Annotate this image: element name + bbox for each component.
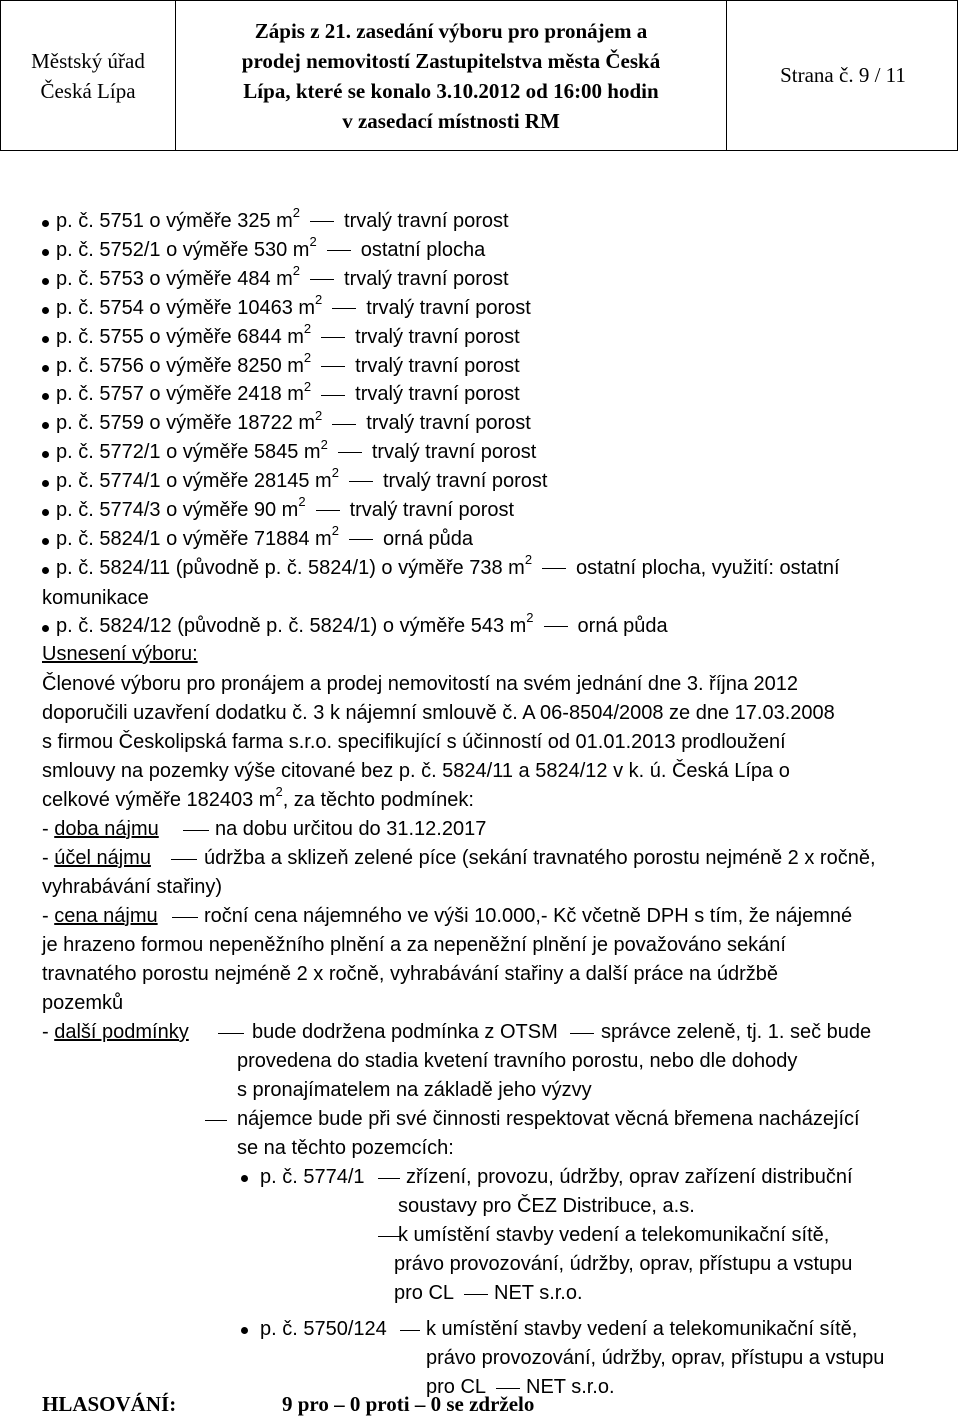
title-line-4: v zasedací místnosti RM [342, 108, 560, 133]
dash [338, 452, 362, 453]
bullet [42, 451, 49, 458]
other2-text: nájemce bude při své činnosti respektovat věcná břemena nacházející [237, 1108, 860, 1130]
dash [171, 859, 197, 860]
dash [378, 1236, 400, 1237]
parcel-item: p. č. 5751 o výměře 325 $m^2$ trvalý travní porost [56, 205, 509, 232]
other-label: další podmínky [54, 1021, 189, 1043]
dash [321, 337, 345, 338]
parcel-item: p. č. 5755 o výměře 6844 $m^2$ trvalý travní porost [56, 320, 520, 348]
office-name: Městský úřad [31, 48, 145, 73]
resolution-line: doporučili uzavření dodatku č. 3 k nájemní smlouvě č. A 06-8504/2008 ze dne 17.03.2008 [42, 702, 835, 724]
price-continuation: travnatého porostu nejméně 2 x ročně, vyhrabávání stařiny a další práce na údržbě [42, 963, 778, 985]
vote-for: 9 pro [282, 1392, 329, 1416]
dash [464, 1294, 488, 1295]
title-line-3: Lípa, které se konalo 3.10.2012 od 16:00 hodin [243, 78, 659, 103]
dash [378, 1178, 400, 1179]
bullet [42, 567, 49, 574]
dash [321, 366, 345, 367]
dash [310, 279, 334, 280]
bullet [42, 538, 49, 545]
easement-parcel: p. č. 5750/124 [260, 1318, 387, 1340]
other-condition: - další podmínky [42, 1021, 189, 1043]
easement-continuation: NET s.r.o. [494, 1282, 583, 1304]
bullet [42, 278, 49, 285]
dash [310, 221, 334, 222]
title-line-2: prodej nemovitostí Zastupitelstva města Česká [241, 48, 661, 73]
bullet [42, 422, 49, 429]
dash [327, 250, 351, 251]
bullet [241, 1175, 248, 1182]
dash [496, 1388, 520, 1389]
parcel-item: p. č. 5752/1 o výměře 530 $m^2$ ostatní plocha [56, 234, 486, 261]
resolution-line: Členové výboru pro pronájem a prodej nemovitostí na svém jednání dne 3. října 2012 [42, 673, 799, 695]
area-line: celkové výměře 182403 $m^2$, za těchto podmínek: [42, 784, 474, 811]
parcel-item: p. č. 5754 o výměře 10463 $m^2$ trvalý travní porost [56, 292, 531, 319]
bullet [42, 625, 49, 632]
easement-text: zřízení, provozu, údržby, oprav zařízení distribuční [406, 1166, 853, 1188]
parcel-item: p. č. 5774/1 o výměře 28145 $m^2$ trvalý travní porost [56, 465, 548, 493]
parcel-item: p. č. 5759 o výměře 18722 $m^2$ trvalý travní porost [56, 407, 531, 435]
bullet [42, 365, 49, 372]
other2-continuation: se na těchto pozemcích: [237, 1137, 454, 1159]
dash [544, 626, 568, 627]
easement-continuation: pro CL [426, 1376, 487, 1398]
parcel-item: p. č. 5757 o výměře 2418 $m^2$ trvalý travní porost [56, 378, 520, 406]
other-text: bude dodržena podmínka z OTSM [252, 1021, 558, 1043]
term-text: na dobu určitou do 31.12.2017 [215, 818, 487, 840]
dash [542, 568, 566, 569]
page-number-cell [727, 1, 959, 150]
parcel-item: p. č. 5753 o výměře 484 $m^2$ trvalý travní porost [56, 263, 509, 290]
resolution-line: smlouvy na pozemky výše citované bez p. č. 5824/11 a 5824/12 v k. ú. Česká Lípa o [42, 760, 790, 782]
easement-continuation: právo provozování, údržby, oprav, přístupu a vstupu [426, 1347, 885, 1369]
vote-against: 0 proti [349, 1392, 410, 1416]
term-label: doba nájmu [54, 818, 159, 840]
easement-continuation: právo provozování, údržby, oprav, přístupu a vstupu [394, 1253, 853, 1275]
bullet [42, 336, 49, 343]
term-condition: - doba nájmu [42, 818, 159, 840]
easement-continuation: soustavy pro ČEZ Distribuce, a.s. [398, 1195, 695, 1217]
parcel-item: p. č. 5756 o výměře 8250 $m^2$ trvalý travní porost [56, 349, 520, 377]
office-city: Česká Lípa [40, 78, 136, 103]
bullet [42, 509, 49, 516]
vote-label: HLASOVÁNÍ: [42, 1392, 177, 1416]
easement-text: k umístění stavby vedení a telekomunikační sítě, [426, 1318, 858, 1340]
other-text-2: správce zeleně, tj. 1. seč bude [601, 1021, 872, 1043]
parcel-item: p. č. 5824/11 (původně p. č. 5824/1) o výměře 738 $m^2$ ostatní plocha, využití: ostatní [56, 552, 840, 579]
purpose-continuation: vyhrabávání stařiny) [42, 876, 223, 898]
dash [172, 917, 198, 918]
bullet [42, 249, 49, 256]
parcel-item: p. č. 5824/12 (původně p. č. 5824/1) o výměře 543 $m^2$ orná půda [56, 610, 668, 637]
resolution-heading: Usnesení výboru: [42, 643, 198, 665]
bullet [42, 307, 49, 314]
vote-result: 9 pro – 0 proti – 0 se zdrželo [282, 1392, 535, 1416]
bullet [42, 480, 49, 487]
bullet [241, 1327, 248, 1334]
purpose-label: účel nájmu [54, 847, 151, 869]
price-continuation: je hrazeno formou nepeněžního plnění a za nepeněžní plnění je považováno sekání [42, 934, 786, 956]
title-cell [176, 1, 727, 150]
title-line-1: Zápis z 21. zasedání výboru pro pronájem a [254, 18, 648, 43]
easement-continuation: NET s.r.o. [526, 1376, 615, 1398]
page-number: Strana č. 9 / 11 [780, 63, 906, 87]
dash [349, 539, 373, 540]
other-continuation: provedena do stadia kvetení travního porostu, nebo dle dohody [237, 1050, 798, 1072]
parcel-item: p. č. 5774/3 o výměře 90 $m^2$ trvalý travní porost [56, 494, 515, 521]
parcel-item: p. č. 5824/1 o výměře 71884 $m^2$ orná půda [56, 523, 474, 550]
easement-parcel: p. č. 5774/1 [260, 1166, 365, 1188]
parcel-item: p. č. 5772/1 o výměře 5845 $m^2$ trvalý travní porost [56, 436, 537, 464]
price-continuation: pozemků [42, 992, 124, 1014]
dash [332, 308, 356, 309]
dash [570, 1033, 594, 1034]
purpose-condition: - účel nájmu [42, 847, 151, 869]
easement-continuation: pro CL [394, 1282, 455, 1304]
purpose-text: údržba a sklizeň zelené píce (sekání travnatého porostu nejméně 2 x ročně, [204, 847, 876, 869]
dash [400, 1330, 420, 1331]
dash [218, 1033, 244, 1034]
office-cell [1, 1, 176, 150]
bullet [42, 220, 49, 227]
resolution-line: s firmou Českolipská farma s.r.o. specifikující s účinností od 01.01.2013 prodloužení [42, 731, 786, 753]
dash [321, 395, 345, 396]
other-continuation: s pronajímatelem na základě jeho výzvy [237, 1079, 592, 1101]
dash [316, 510, 340, 511]
bullet [42, 393, 49, 400]
easement-text: k umístění stavby vedení a telekomunikační sítě, [398, 1224, 830, 1246]
document-header [0, 0, 958, 151]
price-text: roční cena nájemného ve výši 10.000,- Kč včetně DPH s tím, že nájemné [204, 905, 853, 927]
dash [205, 1120, 227, 1121]
parcel-continuation: komunikace [42, 587, 149, 609]
dash [332, 424, 356, 425]
dash [183, 830, 209, 831]
price-condition: - cena nájmu [42, 905, 158, 927]
dash [349, 481, 373, 482]
price-label: cena nájmu [54, 905, 158, 927]
vote-abstain: 0 se zdrželo [430, 1392, 535, 1416]
